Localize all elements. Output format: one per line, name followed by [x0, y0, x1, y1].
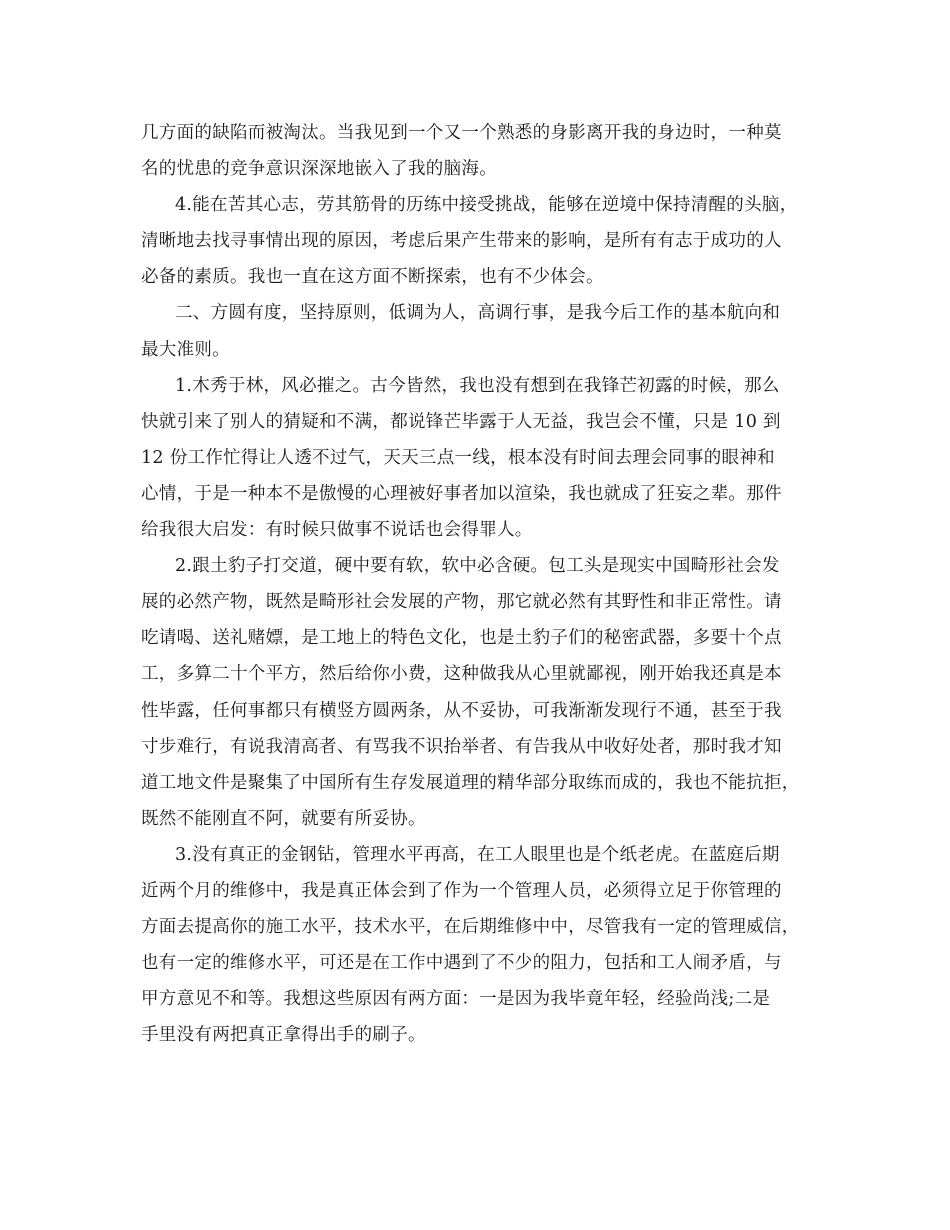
paragraph-first-line: 4.能在苦其心志，劳其筋骨的历练中接受挑战，能够在逆境中保持清醒的头脑， — [175, 195, 798, 216]
paragraph-first-line: 二、方圆有度，坚持原则，低调为人，高调行事，是我今后工作的基本航向和 — [175, 303, 781, 324]
text-line: 几方面的缺陷而被淘汰。当我见到一个又一个熟悉的身影离开我的身边时，一种莫 — [141, 123, 782, 143]
text-line: 也有一定的维修水平，可还是在工作中遇到了不少的阻力，包括和工人闹矛盾，与 — [141, 953, 782, 974]
text-line: 方面去提高你的施工水平，技术水平，在后期维修中中，尽管我有一定的管理威信， — [141, 917, 800, 938]
text-line: 性毕露，任何事都只有横竖方圆两条，从不妥协，可我渐渐发现行不通，甚至于我 — [141, 700, 782, 721]
text-line: 必备的素质。我也一直在这方面不断探索，也有不少体会。 — [141, 267, 604, 288]
text-line: 给我很大启发：有时候只做事不说话也会得罪人。 — [141, 520, 533, 541]
text-line: 12 份工作忙得让人透不过气，天天三点一线，根本没有时间去理会同事的眼神和 — [141, 447, 775, 468]
document-body — [141, 115, 841, 1053]
text-line: 道工地文件是聚集了中国所有生存发展道理的精华部分取练而成的，我也不能抗拒， — [141, 772, 800, 793]
text-line: 近两个月的维修中，我是真正体会到了作为一个管理人员，必须得立足于你管理的 — [141, 880, 782, 901]
paragraph-first-line: 2.跟土豹子打交道，硬中要有软，软中必含硬。包工头是现实中国畸形社会发 — [175, 556, 780, 577]
text-line: 寸步难行，有说我清高者、有骂我不识抬举者、有告我从中收好处者，那时我才知 — [141, 736, 782, 757]
text-line: 甲方意见不和等。我想这些原因有两方面：一是因为我毕竟年轻，经验尚浅;二是 — [141, 989, 771, 1010]
text-line: 清晰地去找寻事情出现的原因，考虑后果产生带来的影响，是所有有志于成功的人 — [141, 231, 782, 252]
text-line: 快就引来了别人的猜疑和不满，都说锋芒毕露于人无益，我岂会不懂，只是 10 到 — [141, 411, 781, 432]
text-line: 展的必然产物，既然是畸形社会发展的产物，那它就必然有其野性和非正常性。请 — [141, 592, 782, 613]
text-line: 心情，于是一种本不是傲慢的心理被好事者加以渲染，我也就成了狂妄之辈。那件 — [141, 483, 782, 504]
paragraph-first-line: 1.木秀于林，风必摧之。古今皆然，我也没有想到在我锋芒初露的时候，那么 — [175, 375, 780, 396]
text-line: 最大准则。 — [141, 339, 230, 360]
text-line: 名的忧患的竞争意识深深地嵌入了我的脑海。 — [141, 159, 497, 180]
text-line: 工，多算二十个平方，然后给你小费，这种做我从心里就鄙视，刚开始我还真是本 — [141, 664, 782, 685]
text-line: 手里没有两把真正拿得出手的刷子。 — [141, 1025, 426, 1046]
text-line: 既然不能刚直不阿，就要有所妥协。 — [141, 808, 426, 829]
text-line: 吃请喝、送礼赌嫖，是工地上的特色文化，也是土豹子们的秘密武器，多要十个点 — [141, 628, 782, 649]
paragraph-first-line: 3.没有真正的金钢钻，管理水平再高，在工人眼里也是个纸老虎。在蓝庭后期 — [175, 844, 780, 865]
